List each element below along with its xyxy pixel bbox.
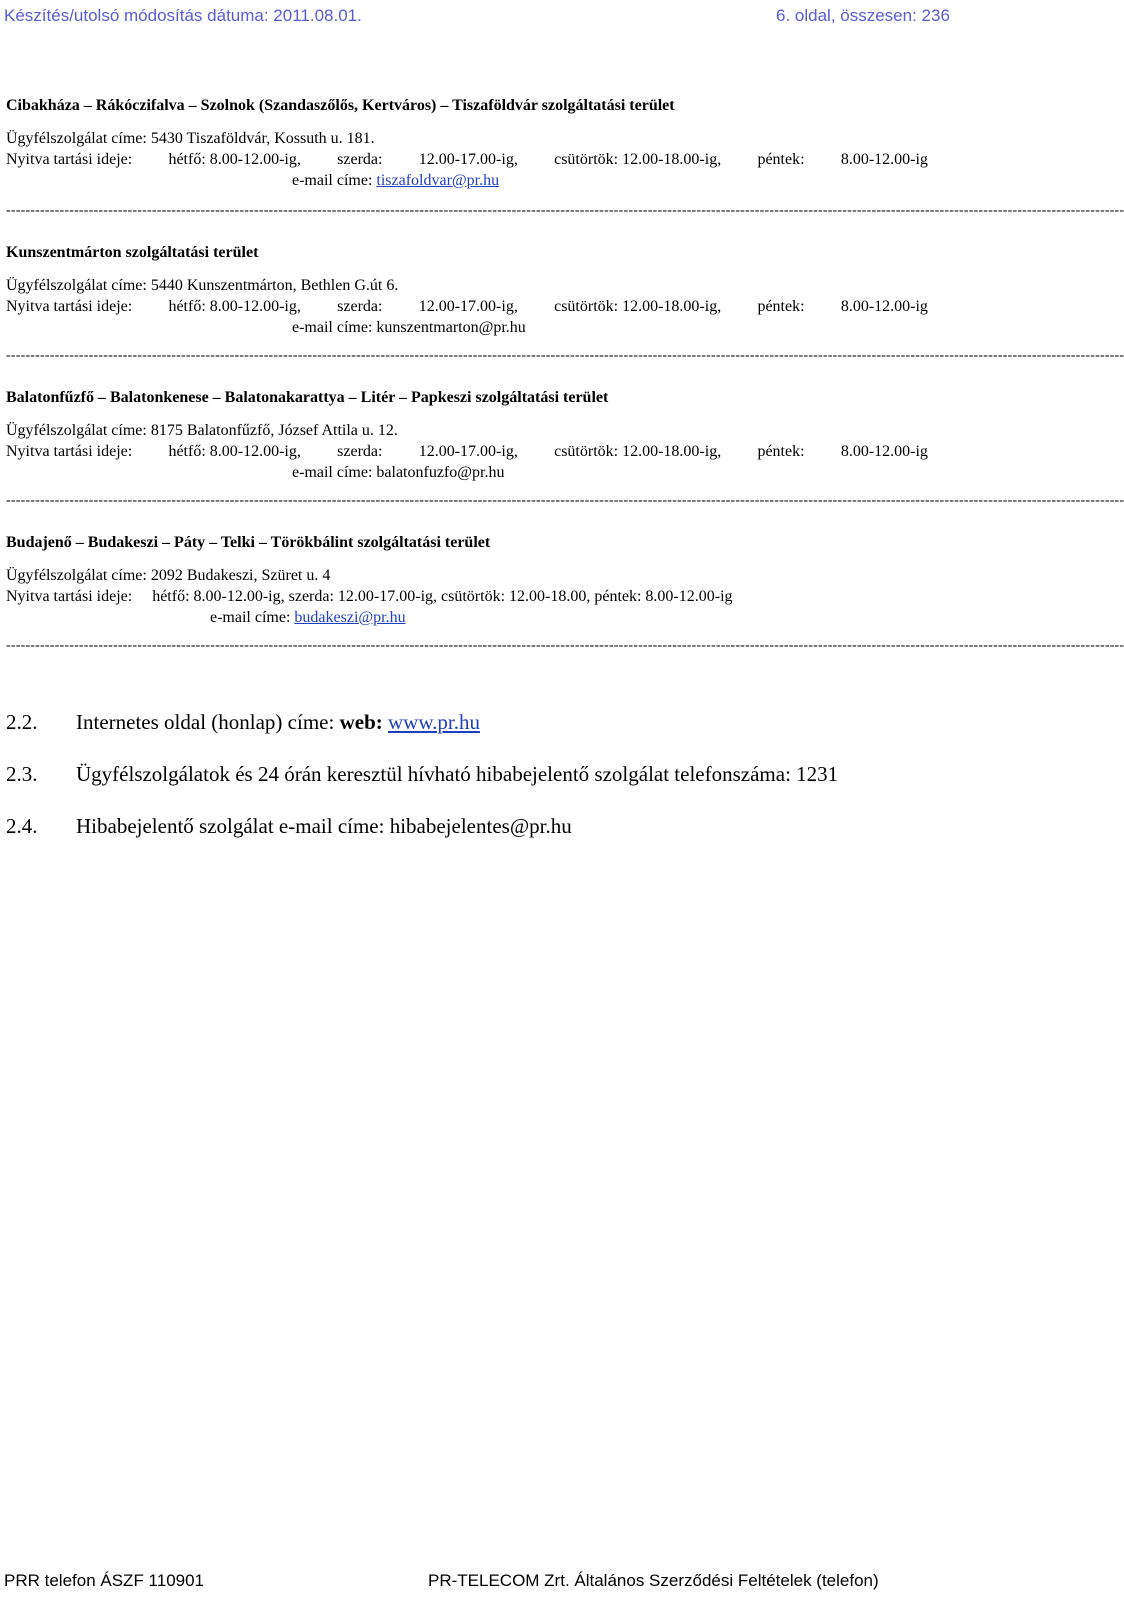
hours-thursday: csütörtök: 12.00-18.00-ig, xyxy=(554,298,722,315)
item-text: Hibabejelentő szolgálat e-mail címe: hibabejelentes@pr.hu xyxy=(76,814,572,838)
hours-monday: hétfő: 8.00-12.00-ig, xyxy=(168,151,301,168)
hours-label: Nyitva tartási ideje: xyxy=(6,151,133,168)
section-divider: -------------------------------------------------------------------------------------------------------------------------------------------------------------------------------------------------------------------------------------- xyxy=(6,493,1124,508)
section-title: Kunszentmárton szolgáltatási terület xyxy=(6,244,259,261)
hours-friday-label: péntek: xyxy=(757,151,805,168)
page-header-right: 6. oldal, összesen: 236 xyxy=(776,6,950,25)
item-phone xyxy=(6,760,838,788)
email-link[interactable]: tiszafoldvar@pr.hu xyxy=(376,172,500,189)
hours-wednesday-label: szerda: xyxy=(337,443,383,460)
hours-friday: 8.00-12.00-ig xyxy=(840,151,928,168)
item-number: 2.2. xyxy=(6,710,38,734)
item-bold-label: web: xyxy=(339,710,383,734)
office-address: Ügyfélszolgálat címe: 5440 Kunszentmárton, Bethlen G.út 6. xyxy=(6,277,399,294)
hours-thursday: csütörtök: 12.00-18.00-ig, xyxy=(554,443,722,460)
email-label: e-mail címe: xyxy=(292,464,373,481)
item-text: Ügyfélszolgálatok és 24 órán keresztül hívható hibabejelentő szolgálat telefonszáma: 1231 xyxy=(76,762,839,786)
hours-friday-label: péntek: xyxy=(757,298,805,315)
hours-wednesday: 12.00-17.00-ig, xyxy=(418,443,518,460)
section-divider: -------------------------------------------------------------------------------------------------------------------------------------------------------------------------------------------------------------------------------------- xyxy=(6,203,1124,218)
email-label: e-mail címe: xyxy=(292,319,373,336)
opening-hours xyxy=(6,149,928,170)
email-line xyxy=(6,170,928,191)
service-area-section xyxy=(6,95,928,191)
email-label: e-mail címe: xyxy=(210,609,291,626)
hours-wednesday: 12.00-17.00-ig, xyxy=(418,298,518,315)
office-address: Ügyfélszolgálat címe: 2092 Budakeszi, Szüret u. 4 xyxy=(6,567,331,584)
office-address: Ügyfélszolgálat címe: 5430 Tiszaföldvár, Kossuth u. 181. xyxy=(6,130,375,147)
page-footer-left: PRR telefon ÁSZF 110901 xyxy=(4,1571,205,1590)
page-footer-right: PR-TELECOM Zrt. Általános Szerződési Feltételek (telefon) xyxy=(428,1571,879,1590)
opening-hours xyxy=(6,586,928,607)
hours-thursday: csütörtök: 12.00-18.00-ig, xyxy=(554,151,722,168)
hours-label: Nyitva tartási ideje: xyxy=(6,443,133,460)
website-link[interactable]: www.pr.hu xyxy=(388,710,480,734)
item-fault-email xyxy=(6,812,572,840)
item-number: 2.4. xyxy=(6,814,38,838)
hours-week: hétfő: 8.00-12.00-ig, szerda: 12.00-17.00-ig, csütörtök: 12.00-18.00, péntek: 8.00-12.00-ig xyxy=(152,588,733,605)
hours-monday: hétfő: 8.00-12.00-ig, xyxy=(168,298,301,315)
item-number: 2.3. xyxy=(6,762,38,786)
service-area-section xyxy=(6,242,928,338)
email-link[interactable]: budakeszi@pr.hu xyxy=(294,609,406,626)
email-label: e-mail címe: xyxy=(292,172,373,189)
hours-friday: 8.00-12.00-ig xyxy=(840,298,928,315)
email-address: balatonfuzfo@pr.hu xyxy=(376,464,505,481)
section-divider: -------------------------------------------------------------------------------------------------------------------------------------------------------------------------------------------------------------------------------------- xyxy=(6,348,1124,363)
item-website xyxy=(6,708,480,736)
email-line xyxy=(6,607,928,628)
hours-wednesday: 12.00-17.00-ig, xyxy=(418,151,518,168)
hours-friday: 8.00-12.00-ig xyxy=(840,443,928,460)
hours-friday-label: péntek: xyxy=(757,443,805,460)
service-area-section xyxy=(6,532,928,628)
email-line xyxy=(6,317,928,338)
section-divider: -------------------------------------------------------------------------------------------------------------------------------------------------------------------------------------------------------------------------------------- xyxy=(6,638,1124,653)
hours-wednesday-label: szerda: xyxy=(337,151,383,168)
email-line xyxy=(6,462,928,483)
hours-monday: hétfő: 8.00-12.00-ig, xyxy=(168,443,301,460)
section-title: Budajenő – Budakeszi – Páty – Telki – Törökbálint szolgáltatási terület xyxy=(6,534,491,551)
email-address: kunszentmarton@pr.hu xyxy=(376,319,526,336)
section-title: Balatonfűzfő – Balatonkenese – Balatonakarattya – Litér – Papkeszi szolgáltatási terület xyxy=(6,389,609,406)
section-title: Cibakháza – Rákóczifalva – Szolnok (Szandaszőlős, Kertváros) – Tiszaföldvár szolgáltatási terület xyxy=(6,97,675,114)
hours-label: Nyitva tartási ideje: xyxy=(6,298,133,315)
hours-label: Nyitva tartási ideje: xyxy=(6,588,133,605)
office-address: Ügyfélszolgálat címe: 8175 Balatonfűzfő, József Attila u. 12. xyxy=(6,422,398,439)
service-area-section xyxy=(6,387,928,483)
opening-hours xyxy=(6,441,928,462)
opening-hours xyxy=(6,296,928,317)
item-text: Internetes oldal (honlap) címe: xyxy=(76,710,340,734)
page-header-left: Készítés/utolsó módosítás dátuma: 2011.08.01. xyxy=(4,6,362,25)
hours-wednesday-label: szerda: xyxy=(337,298,383,315)
